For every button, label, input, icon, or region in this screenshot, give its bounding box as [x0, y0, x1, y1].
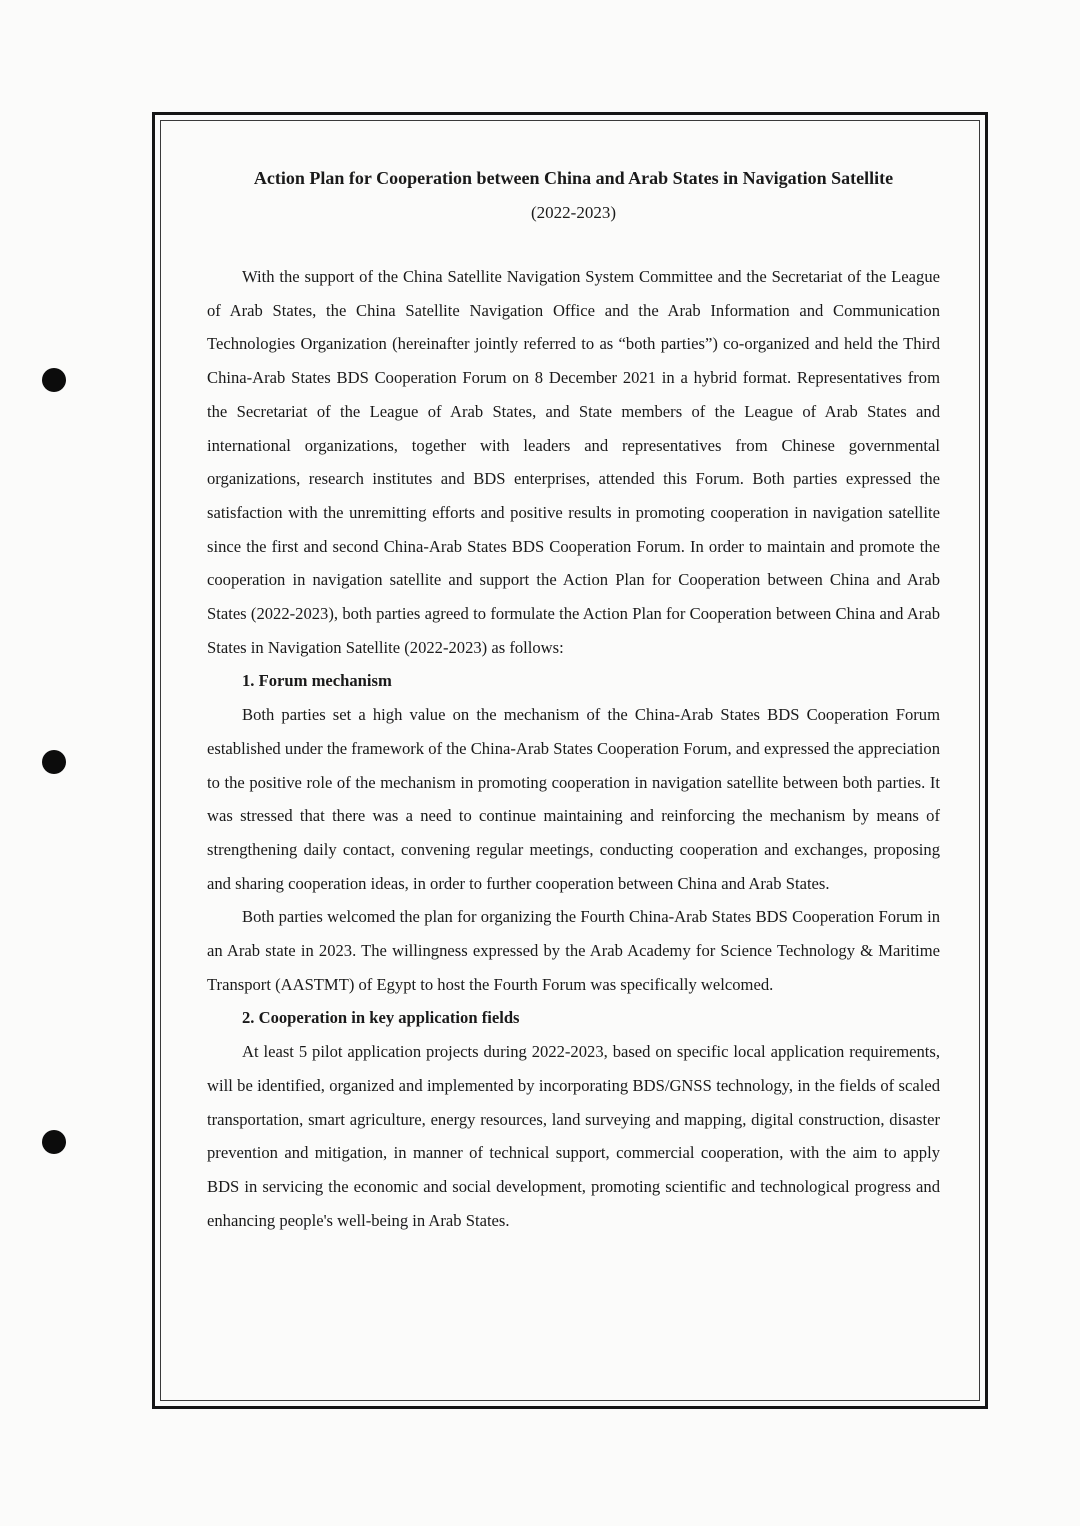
section-heading-key-application-fields: 2. Cooperation in key application fields: [242, 1008, 520, 1028]
forum-mechanism-paragraph-1: Both parties set a high value on the mechanism of the China-Arab States BDS Cooperation Forum established under the framework of the China-Arab States Cooperation Forum, and expressed the appreciation to the positive role of the mechanism in promoting cooperation in navigation satellite between both parties. It was stressed that there was a need to continue maintaining and reinforcing the mechanism by means of strengthening daily contact, convening regular meetings, conducting cooperation and exchanges, proposing and sharing cooperation ideas, in order to further cooperation between China and Arab States.: [207, 705, 940, 893]
intro-paragraph: With the support of the China Satellite Navigation System Committee and the Secretariat of the League of Arab States, the China Satellite Navigation Office and the Arab Information and Communication Technologies Organization (hereinafter jointly referred to as “both parties”) co-organized and held the Third China-Arab States BDS Cooperation Forum on 8 December 2021 in a hybrid format. Representatives from the Secretariat of the League of Arab States, and State members of the League of Arab States and international organizations, together with leaders and representatives from Chinese governmental organizations, research institutes and BDS enterprises, attended this Forum. Both parties expressed the satisfaction with the unremitting efforts and positive results in promoting cooperation in navigation satellite since the first and second China-Arab States BDS Cooperation Forum. In order to maintain and promote the cooperation in navigation satellite and support the Action Plan for Cooperation between China and Arab States (2022-2023), both parties agreed to formulate the Action Plan for Cooperation between China and Arab States in Navigation Satellite (2022-2023) as follows:: [207, 267, 940, 657]
forum-mechanism-paragraph-2: Both parties welcomed the plan for organizing the Fourth China-Arab States BDS Cooperation Forum in an Arab state in 2023. The willingness expressed by the Arab Academy for Science Technology & Maritime Transport (AASTMT) of Egypt to host the Fourth Forum was specifically welcomed.: [207, 907, 940, 994]
document-title: Action Plan for Cooperation between China and Arab States in Navigation Satellite: [253, 168, 894, 188]
punch-hole-bottom: [42, 1130, 66, 1154]
section-heading-forum-mechanism: 1. Forum mechanism: [242, 671, 392, 691]
punch-hole-top: [42, 368, 66, 392]
document-body: [207, 160, 940, 1237]
punch-hole-middle: [42, 750, 66, 774]
key-application-fields-paragraph-1: At least 5 pilot application projects during 2022-2023, based on specific local application requirements, will be identified, organized and implemented by incorporating BDS/GNSS technology, in the fields of scaled transportation, smart agriculture, energy resources, land surveying and mapping, digital construction, disaster prevention and mitigation, in manner of technical support, commercial cooperation, with the aim to apply BDS in servicing the economic and social development, promoting scientific and technological progress and enhancing people's well-being in Arab States.: [207, 1042, 940, 1230]
document-period: (2022-2023): [531, 203, 616, 222]
